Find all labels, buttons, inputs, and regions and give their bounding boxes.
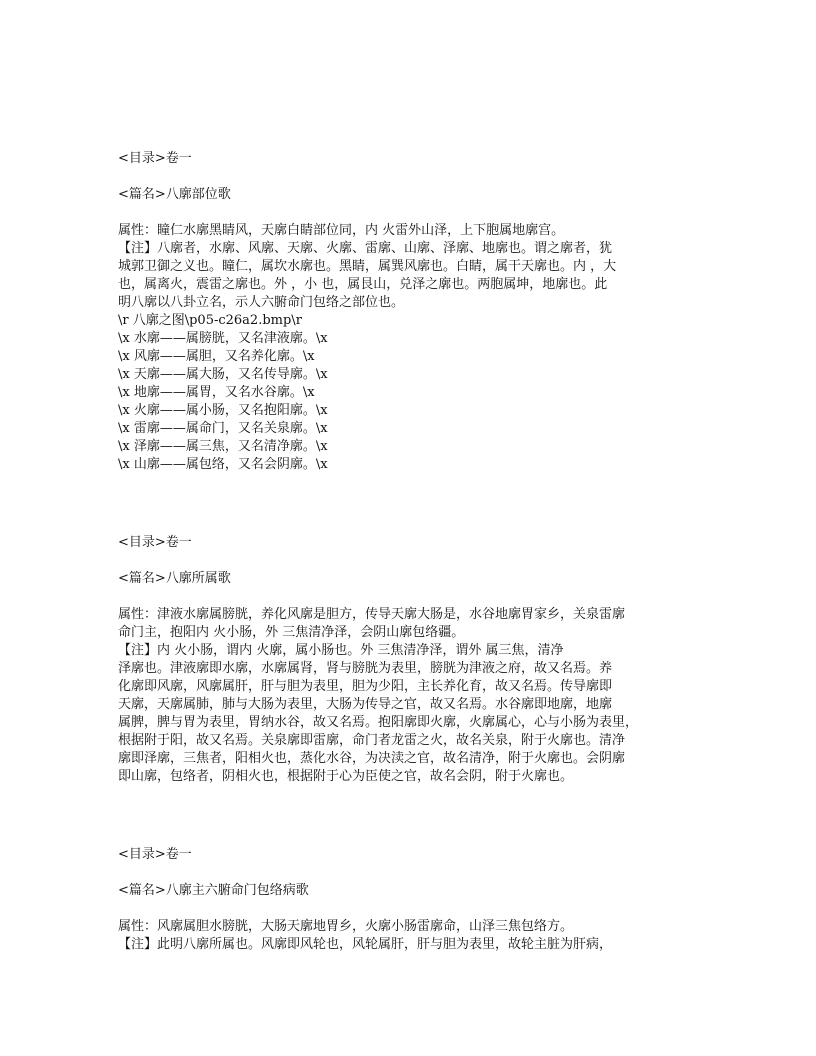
body-line: 属性：瞳仁水廓黑睛风，天廓白睛部位同，内 火雷外山泽，上下胞属地廓宫。 [118,223,565,238]
chapter-title: <篇名>八廓所属歌 [118,571,231,586]
list-item: \x 火廓——属小肠，又名抱阳廓。\x [118,403,328,418]
section-3 [118,846,678,954]
body-line: 命门主，抱阳内 火小肠，外 三焦清净泽，会阴山廓包络疆。 [118,625,465,640]
body-line: 属性：津液水廓属膀胱，养化风廓是胆方，传导天廓大肠是，水谷地廓胃家乡，关泉雷廓 [118,607,626,622]
body-line: 即山廓，包络者，阴相火也，根据附于心为臣使之官，故名会阴，附于火廓也。 [118,769,574,784]
body-line: 【注】此明八廓所属也。风廓即风轮也，风轮属肝，肝与胆为表里，故轮主脏为肝病， [118,937,613,952]
body-line: 属脾，脾与胃为表里，胃纳水谷，故又名焉。抱阳廓即火廓，火廓属心，心与小肠为表里， [118,715,639,730]
image-reference-line: \r 八廓之图\p05-c26a2.bmp\r [118,313,302,328]
list-item: \x 泽廓——属三焦，又名清净廓。\x [118,439,328,454]
list-item: \x 水廓——属膀胱，又名津液廓。\x [118,331,328,346]
body-line: 根据附于阳，故又名焉。关泉廓即雷廓，命门者龙雷之火，故名关泉，附于火廓也。清净 [118,733,626,748]
body-line: 化廓即风廓，风廓属肝，肝与胆为表里，胆为少阳，主长养化育，故又名焉。传导廓即 [118,679,613,694]
section-1 [118,150,678,474]
toc-heading: <目录>卷一 [118,847,192,862]
toc-heading: <目录>卷一 [118,151,192,166]
toc-heading: <目录>卷一 [118,535,192,550]
list-item: \x 天廓——属大肠，又名传导廓。\x [118,367,328,382]
list-item: \x 山廓——属包络，又名会阴廓。\x [118,457,328,472]
chapter-title: <篇名>八廓部位歌 [118,187,231,202]
body-line: 也，属离火，震雷之廓也。外 ，小 也，属艮山，兑泽之廓也。两胞属坤，地廓也。此 [118,277,608,292]
body-line: 泽廓也。津液廓即水廓，水廓属肾，肾与膀胱为表里，膀胱为津液之府，故又名焉。养 [118,661,613,676]
body-line: 天廓，天廓属肺，肺与大肠为表里，大肠为传导之官，故又名焉。水谷廓即地廓，地廓 [118,697,613,712]
document-page [118,150,678,954]
list-item: \x 地廓——属胃，又名水谷廓。\x [118,385,315,400]
body-line: 明八廓以八卦立名，示人六腑命门包络之部位也。 [118,295,405,310]
body-line: 【注】八廓者，水廓、风廓、天廓、火廓、雷廓、山廓、泽廓、地廓也。谓之廓者，犹 [118,241,613,256]
chapter-title: <篇名>八廓主六腑命门包络病歌 [118,883,309,898]
body-line: 【注】内 火小肠，谓内 火廓，属小肠也。外 三焦清净泽，谓外 属三焦，清净 [118,643,564,658]
body-line: 廓即泽廓，三焦者，阳相火也，蒸化水谷，为决渎之官，故名清净，附于火廓也。会阴廓 [118,751,626,766]
body-line: 城郭卫御之义也。瞳仁，属坎水廓也。黑睛，属巽风廓也。白睛，属干天廓也。内 ，大 [118,259,617,274]
section-2 [118,534,678,786]
list-item: \x 雷廓——属命门，又名关泉廓。\x [118,421,328,436]
body-line: 属性：风廓属胆水膀胱，大肠天廓地胃乡，火廓小肠雷廓命，山泽三焦包络方。 [118,919,574,934]
list-item: \x 风廓——属胆，又名养化廓。\x [118,349,315,364]
